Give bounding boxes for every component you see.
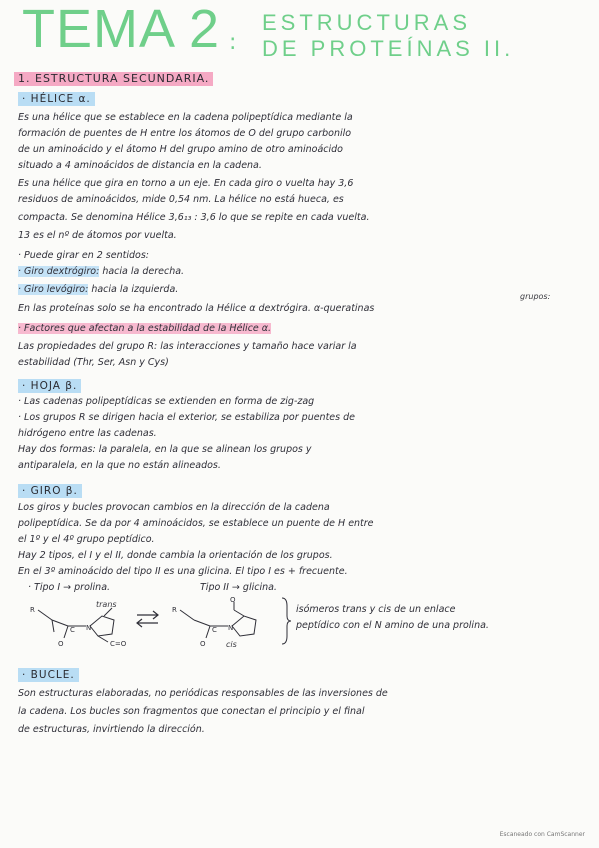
hoja-line: hidrógeno entre las cadenas.: [18, 428, 157, 439]
trans-label: trans: [96, 600, 117, 609]
factores-line: [18, 323, 271, 335]
hoja-line: Hay dos formas: la paralela, en la que se alinean los grupos y: [18, 444, 312, 455]
helice-line: residuos de aminoácidos, mide 0,54 nm. La hélice no está hueca, es: [18, 194, 344, 205]
hoja-line: antiparalela, en la que no están alineados.: [18, 460, 221, 471]
svg-text:O: O: [58, 640, 64, 648]
giro-intro: · Puede girar en 2 sentidos:: [18, 250, 149, 261]
factores-text: estabilidad (Thr, Ser, Asn y Cys): [18, 357, 169, 368]
tipo2-label: Tipo II → glicina.: [200, 582, 277, 593]
scanner-watermark: Escaneado con CamScanner: [499, 831, 585, 838]
factores-text: Las propiedades del grupo R: las interacciones y tamaño hace variar la: [18, 341, 357, 352]
helice-line: de un aminoácido y el átomo H del grupo amino de otro aminoácido: [18, 144, 343, 155]
dextro-line: [18, 266, 184, 278]
levo-line: [18, 284, 178, 296]
title-tema: TEMA 2: [22, 0, 221, 59]
hoja-line: · Las cadenas polipeptídicas se extienden en forma de zig-zag: [18, 396, 315, 407]
helice-tag: · HÉLICE α.: [18, 92, 95, 106]
section-heading: 1. ESTRUCTURA SECUNDARIA.: [14, 72, 213, 86]
title-line2: DE PROTEÍNAS II.: [262, 36, 515, 61]
bucle-tag: · BUCLE.: [18, 668, 79, 682]
cis-label: cis: [226, 640, 237, 649]
levo-label: · Giro levógiro:: [18, 284, 89, 295]
cis-structure-drawing: [170, 596, 280, 648]
tipo1-label: · Tipo I → prolina.: [28, 582, 111, 593]
curly-brace-icon: [280, 596, 292, 646]
svg-text:R: R: [30, 606, 35, 614]
giro-line: En el 3º aminoácido del tipo II es una glicina. El tipo I es + frecuente.: [18, 566, 348, 577]
helice-line: formación de puentes de H entre los átomos de O del grupo carbonilo: [18, 128, 352, 139]
dextro-text: hacia la derecha.: [99, 266, 185, 277]
svg-text:O: O: [200, 640, 206, 648]
giro-line: Hay 2 tipos, el I y el II, donde cambia la orientación de los grupos.: [18, 550, 333, 561]
giro-line: polipeptídica. Se da por 4 aminoácidos, se establece un puente de H entre: [18, 518, 374, 529]
helice-line: Es una hélice que se establece en la cadena polipeptídica mediante la: [18, 112, 353, 123]
isomeros-line: isómeros trans y cis de un enlace: [296, 604, 456, 615]
helice-line: Es una hélice que gira en torno a un eje. En cada giro o vuelta hay 3,6: [18, 178, 354, 189]
bucle-line: de estructuras, invirtiendo la dirección.: [18, 724, 205, 735]
svg-text:C: C: [212, 626, 217, 634]
note-grupos: grupos:: [520, 292, 551, 301]
hoja-line: · Los grupos R se dirigen hacia el exterior, se estabiliza por puentes de: [18, 412, 355, 423]
helice-line: compacta. Se denomina Hélice 3,6₁₃ : 3,6 lo que se repite en cada vuelta.: [18, 212, 370, 223]
trans-structure-drawing: [28, 596, 138, 648]
svg-text:N: N: [228, 624, 234, 632]
svg-text:C=O: C=O: [110, 640, 127, 648]
proteinas-line: En las proteínas solo se ha encontrado la Hélice α dextrógira. α-queratinas: [18, 303, 375, 314]
bucle-line: Son estructuras elaboradas, no periódicas responsables de las inversiones de: [18, 688, 388, 699]
svg-text:R: R: [172, 606, 177, 614]
dextro-label: · Giro dextrógiro:: [18, 266, 100, 277]
giro-line: Los giros y bucles provocan cambios en la dirección de la cadena: [18, 502, 330, 513]
title-colon: :: [229, 30, 237, 55]
giro-tag: · GIRO β.: [18, 484, 82, 498]
levo-text: hacia la izquierda.: [88, 284, 179, 295]
hoja-tag: · HOJA β.: [18, 379, 81, 393]
bucle-line: la cadena. Los bucles son fragmentos que conectan el principio y el final: [18, 706, 365, 717]
isomeros-line: peptídico con el N amino de una prolina.: [296, 620, 489, 631]
helice-line: situado a 4 aminoácidos de distancia en la cadena.: [18, 160, 262, 171]
svg-text:C: C: [70, 626, 75, 634]
title-line1: ESTRUCTURAS: [262, 10, 472, 35]
factores-highlight: · Factores que afectan a la estabilidad de la Hélice α.: [18, 323, 272, 334]
svg-text:O: O: [230, 596, 236, 604]
equilibrium-arrows-icon: [134, 608, 162, 630]
svg-text:N: N: [86, 624, 92, 632]
giro-line: el 1º y el 4º grupo peptídico.: [18, 534, 155, 545]
helice-line: 13 es el nº de átomos por vuelta.: [18, 230, 177, 241]
